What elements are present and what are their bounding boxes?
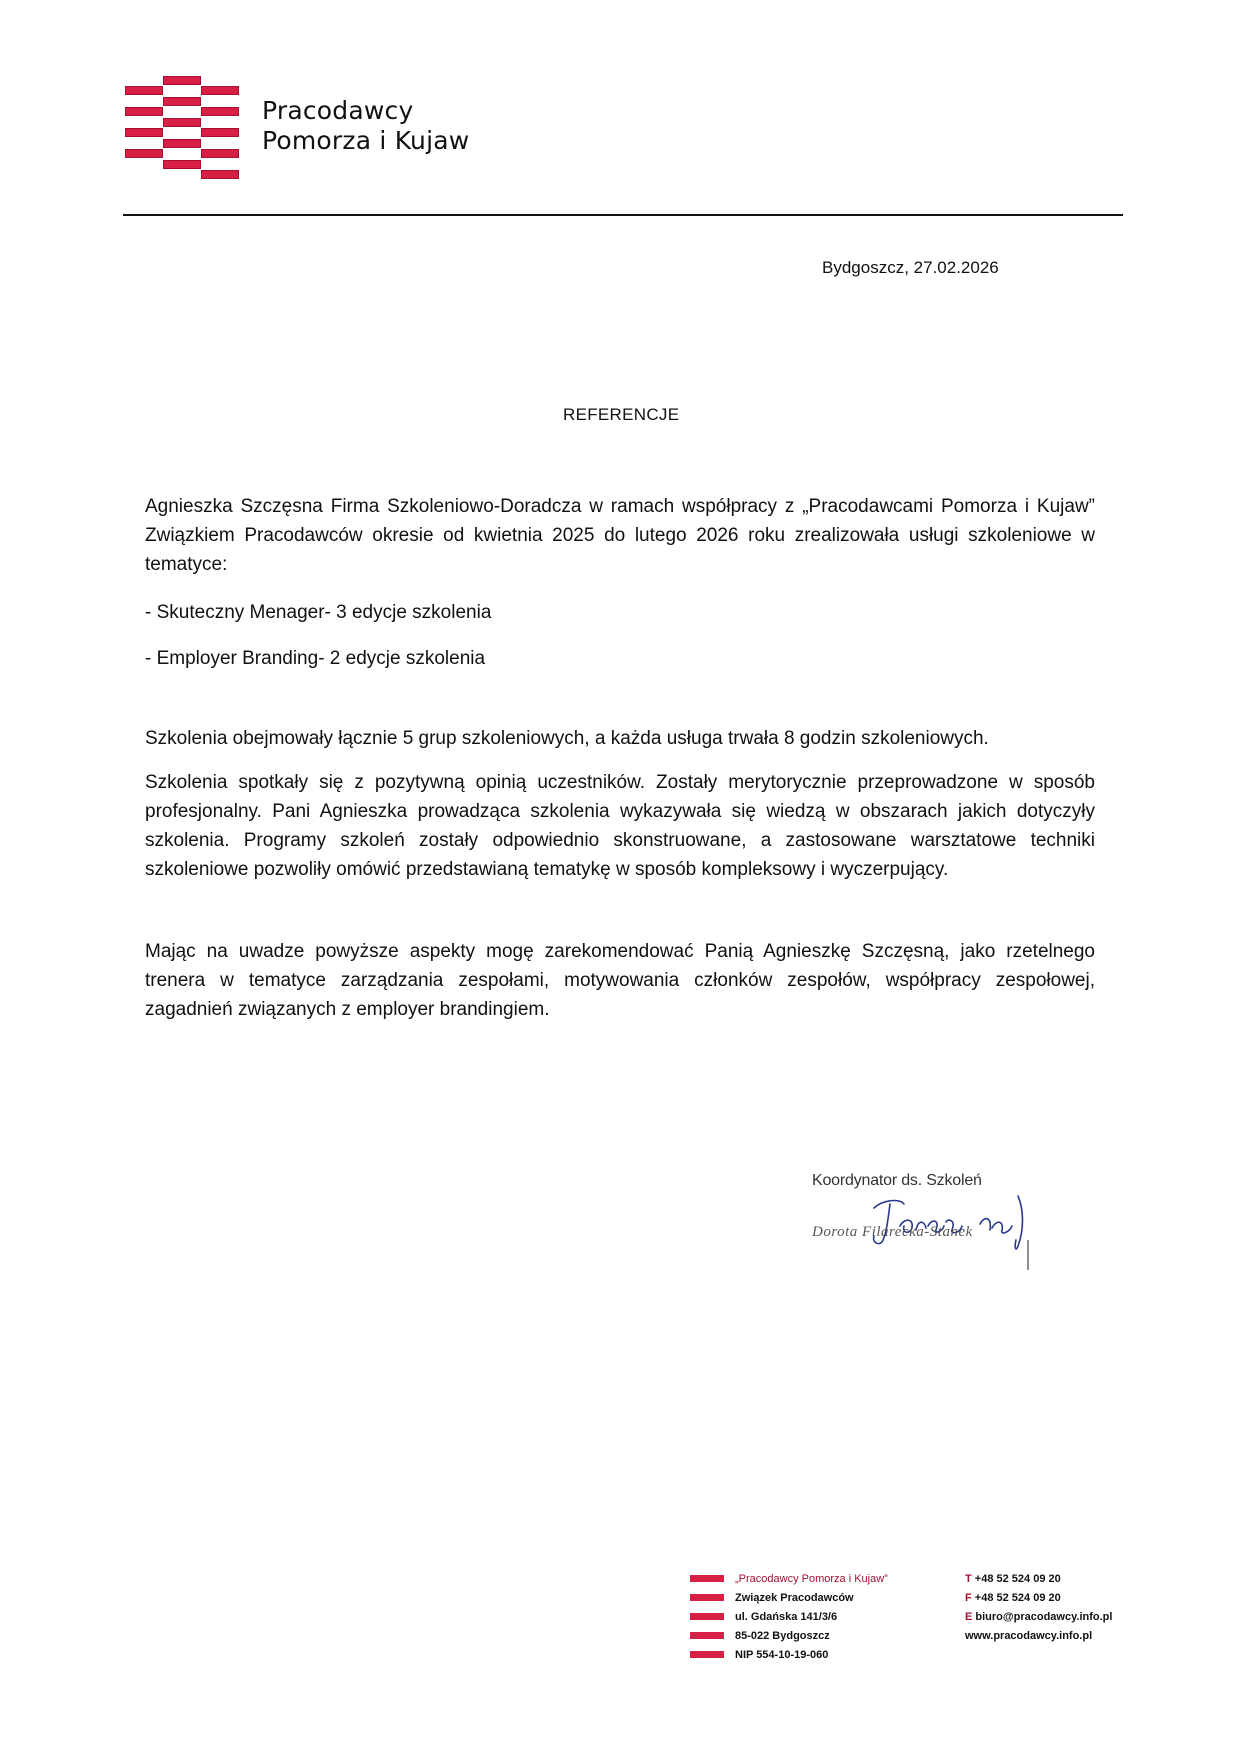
logo-bar [163, 160, 201, 169]
logo-bar [201, 107, 239, 116]
logo-bar [125, 107, 163, 116]
footer-bar [690, 1632, 724, 1639]
logo-bar [201, 128, 239, 137]
footer-street: ul. Gdańska 141/3/6 [735, 1611, 838, 1623]
logo-bar [125, 149, 163, 158]
logo-bar [201, 170, 239, 179]
footer-email [965, 1610, 1112, 1624]
topic-item: - Employer Branding- 2 edycje szkolenia [145, 648, 486, 669]
logo-bar [125, 86, 163, 95]
org-name [262, 96, 469, 156]
place-date: Bydgoszcz, 27.02.2026 [822, 258, 999, 277]
org-logo [0, 0, 250, 190]
footer-nip: NIP 554-10-19-060 [735, 1649, 829, 1661]
signature-stamp [812, 1172, 1052, 1282]
letter-title: REFERENCJE [563, 405, 680, 424]
footer-phone [965, 1572, 1061, 1586]
footer-fax [965, 1591, 1061, 1605]
topic-item: - Skuteczny Menager- 3 edycje szkolenia [145, 602, 492, 623]
logo-bar [163, 76, 201, 85]
org-name-line2: Pomorza i Kujaw [262, 126, 470, 155]
intro-paragraph: Agnieszka Szczęsna Firma Szkoleniowo-Doradcza w ramach współpracy z „Pracodawcami Pomorza i Kujaw” Związkiem Pracodawców okresie od kwietnia 2025 do lutego 2026 roku zrealizowała usługi szkoleniowe w tematyce: [145, 496, 1095, 575]
footer-bar [690, 1594, 724, 1601]
signatory-role: Koordynator ds. Szkoleń [812, 1172, 982, 1189]
fax-label: F [965, 1592, 972, 1604]
footer-bar [690, 1575, 724, 1582]
logo-bar [163, 139, 201, 148]
footer-website-link[interactable]: www.pracodawcy.info.pl [965, 1630, 1093, 1642]
footer [0, 1560, 1240, 1680]
phone-value: +48 52 524 09 20 [974, 1573, 1061, 1585]
logo-bar [163, 97, 201, 106]
logo-bar [125, 128, 163, 137]
recommendation-paragraph: Mając na uwadze powyższe aspekty mogę zarekomendować Panią Agnieszkę Szczęsną, jako rzetelnego trenera w tematyce zarządzania zespołami, motywowania członków zespołów, współpracy zespołowej, zagadnień związanych z employer brandingiem. [145, 941, 1095, 1020]
logo-bar [201, 86, 239, 95]
summary-paragraph: Szkolenia obejmowały łącznie 5 grup szkoleniowych, a każda usługa trwała 8 godzin szkoleniowych. [145, 728, 989, 749]
email-label: E [965, 1611, 973, 1623]
signatory-name: Dorota Filarecka-Stanek [812, 1224, 973, 1240]
feedback-paragraph: Szkolenia spotkały się z pozytywną opinią uczestników. Zostały merytorycznie przeprowadzone w sposób profesjonalny. Pani Agnieszka prowadząca szkolenia wykazywała się wiedzą w obszarach jakich dotyczyły szkolenia. Programy szkoleń zostały odpowiednio skonstruowane, a zastosowane warsztatowe techniki szkoleniowe pozwoliły omówić przedstawianą tematykę w sposób kompleksowy i wyczerpujący. [145, 772, 1095, 880]
footer-org-name: „Pracodawcy Pomorza i Kujaw” [735, 1573, 888, 1585]
footer-org-type: Związek Pracodawców [735, 1592, 854, 1604]
logo-bar [201, 149, 239, 158]
footer-bar [690, 1613, 724, 1620]
fax-value: +48 52 524 09 20 [974, 1592, 1061, 1604]
email-link[interactable]: biuro@pracodawcy.info.pl [975, 1611, 1113, 1623]
logo-bar [163, 118, 201, 127]
footer-city: 85-022 Bydgoszcz [735, 1630, 830, 1642]
header-divider [123, 214, 1123, 216]
phone-label: T [965, 1573, 972, 1585]
org-name-line1: Pracodawcy [262, 96, 414, 125]
footer-bar [690, 1651, 724, 1658]
